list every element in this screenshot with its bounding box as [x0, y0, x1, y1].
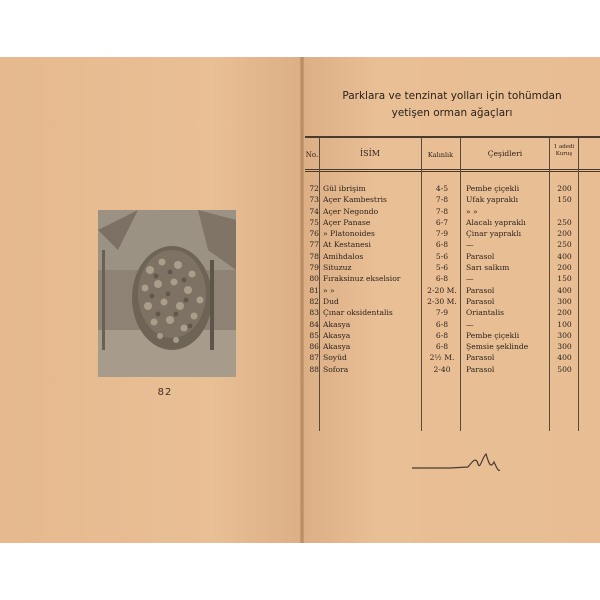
table-row: [305, 341, 600, 352]
thickness: 6-8: [435, 330, 449, 340]
tree-type: —: [466, 240, 474, 250]
row-number: 72: [309, 184, 319, 193]
tree-name: Soyüd: [323, 353, 347, 363]
tree-name: At Kestanesi: [323, 240, 371, 250]
price: 500: [557, 364, 572, 374]
page-number: 82: [157, 387, 173, 398]
tree-name: Dud: [323, 296, 339, 306]
tree-type: Sarı salkım: [466, 263, 510, 273]
row-number: 88: [309, 364, 319, 374]
tree-type: Parasol: [466, 353, 495, 363]
tree-name: Amihdalos: [323, 251, 364, 261]
tree-type: Oriantalis: [466, 308, 505, 318]
thickness: 6-8: [435, 319, 449, 329]
price: 300: [557, 330, 572, 340]
price: 250: [557, 240, 572, 250]
price: 400: [557, 285, 572, 295]
tree-type: Çinar yapraklı: [466, 229, 521, 239]
row-number: 86: [309, 342, 319, 352]
row-number: 75: [309, 217, 319, 227]
thickness: 2-30 M.: [427, 296, 457, 306]
price: 400: [557, 251, 572, 261]
price: 400: [557, 353, 572, 363]
row-number: 79: [309, 263, 319, 273]
tree-name: Çınar oksidentalis: [323, 308, 393, 318]
tree-photograph: [98, 210, 236, 377]
row-number: 78: [309, 251, 319, 261]
row-number: 80: [309, 274, 319, 284]
tree-type: Parasol: [466, 251, 495, 261]
price: 200: [557, 263, 572, 273]
row-number: 76: [309, 229, 319, 239]
header-no: No.: [305, 151, 319, 159]
tree-name: Açer Panase: [323, 217, 371, 227]
table-row: [305, 262, 600, 273]
header-thickness: Kalınlık: [427, 151, 454, 159]
tree-type: Şemsie şeklinde: [466, 342, 529, 352]
thickness: 7-9: [435, 229, 449, 239]
header-types: Çeşidleri: [487, 149, 523, 158]
table-row: [305, 296, 600, 307]
tree-type: —: [466, 319, 474, 329]
row-number: 84: [309, 319, 319, 329]
header-name: İSİM: [360, 149, 380, 158]
price: 200: [557, 229, 572, 239]
tree-name: Sofora: [323, 364, 349, 374]
thickness: 6-7: [435, 217, 449, 227]
tree-type: Pembe çiçekli: [466, 330, 520, 340]
price: 200: [557, 308, 572, 318]
tree-name: » »: [323, 285, 335, 295]
table-row: [305, 319, 600, 330]
row-number: 74: [309, 206, 319, 216]
tree-name: » Platonoides: [323, 229, 375, 239]
price: 100: [557, 319, 572, 329]
table-row: [305, 183, 600, 194]
thickness: 7-8: [435, 206, 449, 216]
page-title-line-1: Parklara ve tenzinat yolları için tohümdan: [342, 90, 562, 102]
row-number: 73: [309, 195, 319, 205]
tree-name: Akasya: [323, 330, 351, 340]
tree-type: Alacalı yapraklı: [466, 217, 526, 227]
table-top-rule: [305, 136, 600, 138]
thickness: 6-8: [435, 274, 449, 284]
row-number: 82: [309, 296, 319, 306]
thickness: 2-40: [433, 364, 451, 374]
table-row: [305, 352, 600, 363]
page-title-line-2: yetişen orman ağaçları: [391, 107, 513, 119]
table-row: [305, 273, 600, 284]
row-number: 81: [309, 285, 319, 295]
tree-type: —: [466, 274, 474, 284]
tree-type: » »: [466, 206, 478, 216]
header-price-line-1: 1 adedi: [553, 144, 575, 150]
thickness: 6-8: [435, 240, 449, 250]
tree-name: Açer Negondo: [323, 206, 379, 216]
tree-name: Situzuz: [323, 263, 352, 273]
row-number: 77: [309, 240, 319, 250]
tree-type: Parasol: [466, 296, 495, 306]
table-row: [305, 217, 600, 228]
table-header-rule: [305, 169, 600, 170]
price: 300: [557, 342, 572, 352]
table-row: [305, 239, 600, 250]
row-number: 87: [309, 353, 319, 363]
tree-table-rows: [305, 183, 600, 375]
table-row: [305, 364, 600, 375]
price: 250: [557, 217, 572, 227]
handwritten-signature: [410, 450, 520, 480]
table-row: [305, 251, 600, 262]
thickness: 5-6: [435, 251, 449, 261]
tree-name: Gül ibrişim: [323, 184, 366, 193]
tree-type: Ufak yapraklı: [466, 195, 519, 205]
tree-name: Akasya: [323, 319, 351, 329]
thickness: 2-20 M.: [427, 285, 457, 295]
table-row: [305, 206, 600, 217]
table-row: [305, 194, 600, 205]
thickness: 2½ M.: [429, 353, 455, 363]
tree-type: Pembe çiçekli: [466, 184, 520, 193]
price: 300: [557, 296, 572, 306]
price: 150: [557, 195, 572, 205]
table-row: [305, 285, 600, 296]
thickness: 7-8: [435, 195, 449, 205]
thickness: 5-6: [435, 263, 449, 273]
tree-type: Parasol: [466, 285, 495, 295]
table-row: [305, 228, 600, 239]
header-price: [550, 144, 578, 158]
table-row: [305, 307, 600, 318]
row-number: 83: [309, 308, 319, 318]
header-price-line-2: Kuruş: [555, 151, 573, 157]
tree-name: Akasya: [323, 342, 351, 352]
thickness: 6-8: [435, 342, 449, 352]
price: 150: [557, 274, 572, 284]
table-row: [305, 330, 600, 341]
tree-type: Parasol: [466, 364, 495, 374]
thickness: 7-9: [435, 308, 449, 318]
row-number: 85: [309, 330, 319, 340]
table-header-rule-2: [305, 171, 600, 172]
thickness: 4-5: [435, 184, 449, 193]
tree-name: Fıraksinuz ekselsior: [323, 274, 401, 284]
price: 200: [557, 184, 572, 193]
tree-name: Açer Kambestris: [323, 195, 387, 205]
